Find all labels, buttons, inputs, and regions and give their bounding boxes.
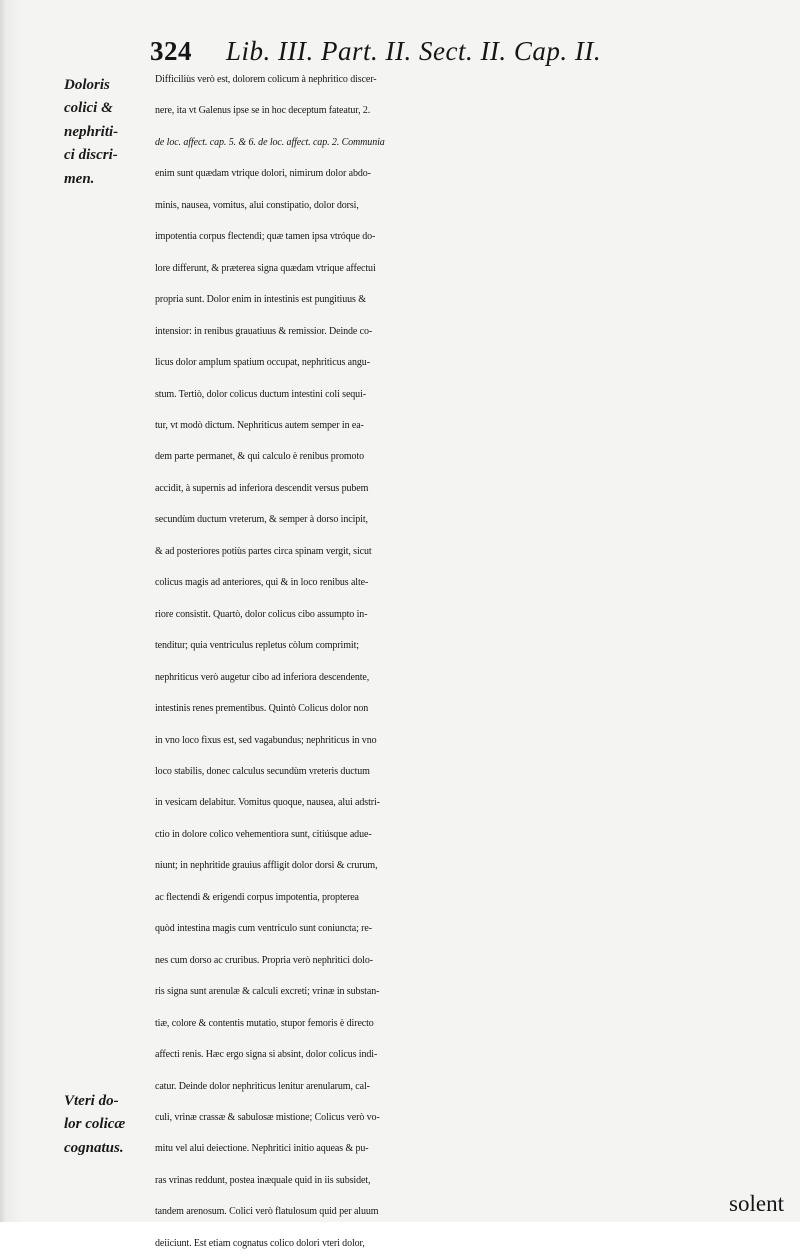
- text-line: nes cum dorso ac cruribus. Propria verò nephritici dolo-: [155, 954, 373, 966]
- text-line: enim sunt quædam vtrique dolori, nimirum dolor abdo-: [155, 168, 371, 180]
- text-line: in vesicam delabitur. Vomitus quoque, nausea, alui adstri-: [155, 797, 380, 809]
- text-line: dem parte permanet, & qui calculo è renibus promoto: [155, 451, 364, 463]
- text-line: affecti renis. Hæc ergo signa si absint, dolor colicus indi-: [155, 1049, 378, 1061]
- text-line: accidit, à supernis ad inferiora descendit versus pubem: [155, 482, 369, 494]
- text-line: tandem arenosum. Colici verò flatulosum quid per aluum: [155, 1206, 379, 1218]
- margin-note-line: lor colicæ: [64, 1116, 126, 1133]
- text-line: mitu vel alui deiectione. Nephritici initio aqueas & pu-: [155, 1143, 369, 1155]
- text-line: intensior: in renibus grauatiuus & remissior. Deinde co-: [155, 325, 373, 337]
- text-line: intestinis renes prementibus. Quintò Colicus dolor non: [155, 703, 369, 715]
- text-line: nere, ita vt Galenus ipse se in hoc deceptum fateatur, 2.: [155, 105, 371, 117]
- text-line: deiiciunt. Est etiam cognatus colico dolori vteri dolor,: [155, 1237, 365, 1249]
- margin-note-line: nephriti-: [64, 123, 119, 140]
- text-line: tenditur; quia ventriculus repletus còlum comprimit;: [155, 640, 359, 652]
- text-line: ctio in dolore colico vehementiora sunt, citiúsque adue-: [155, 828, 372, 840]
- margin-note-line: ci discri-: [64, 147, 118, 164]
- text-line: in vno loco fixus est, sed vagabundus; nephriticus in vno: [155, 734, 377, 746]
- text-line: culi, vrinæ crassæ & sabulosæ mistione; Colicus verò vo-: [155, 1111, 380, 1123]
- text-line: tur, vt modò dictum. Nephriticus autem semper in ea-: [155, 419, 364, 431]
- text-line: catur. Deinde dolor nephriticus lenitur arenularum, cal-: [155, 1080, 370, 1092]
- text-line: licus dolor amplum spatium occupat, nephriticus angu-: [155, 357, 370, 369]
- text-line: stum. Tertiò, dolor colicus ductum intestini coli sequi-: [155, 388, 366, 400]
- text-line: tiæ, colore & contentis mutatio, stupor femoris è directo: [155, 1017, 374, 1029]
- text-line: de loc. affect. cap. 5. & 6. de loc. affect. cap. 2. Communia: [155, 136, 385, 148]
- text-line: Difficiliùs verò est, dolorem colicum à nephritico discer-: [155, 74, 377, 85]
- catchword: solent: [729, 1191, 784, 1216]
- text-line: lore differunt, & præterea signa quædam vtrique affectui: [155, 262, 376, 274]
- margin-note-line: cognatus.: [64, 1139, 124, 1156]
- text-line: ras vrinas reddunt, postea inæquale quid in iis subsidet,: [155, 1174, 371, 1186]
- margin-note-colic-nephritic: [64, 74, 118, 191]
- text-line: niunt; in nephritide grauius affligit dolor dorsi & crurum,: [155, 860, 378, 872]
- text-line: & ad posteriores potiùs partes circa spinam vergit, sicut: [155, 545, 372, 557]
- text-line: impotentia corpus flectendi; quæ tamen ipsa vtróque do-: [155, 231, 376, 243]
- text-line: secundùm ductum vreterum, & semper à dorso incipit,: [155, 514, 368, 526]
- text-line: minis, nausea, vomitus, alui constipatio, dolor dorsi,: [155, 199, 359, 211]
- main-text-block: [155, 64, 795, 1259]
- margin-note-line: Vteri do-: [64, 1093, 119, 1109]
- margin-note-uterine-pain: [64, 1090, 125, 1160]
- page-number: 324: [150, 36, 192, 66]
- running-title: Lib. III. Part. II. Sect. II. Cap. II.: [226, 36, 602, 66]
- margin-note-line: Doloris: [64, 77, 110, 93]
- text-line: quòd intestina magis cum ventriculo sunt coniuncta; re-: [155, 923, 372, 935]
- text-line: loco stabilis, donec calculus secundùm vreteris ductum: [155, 765, 370, 777]
- text-line: ac flectendi & erigendi corpus impotentia, propterea: [155, 891, 359, 903]
- text-line: colicus magis ad anteriores, qui & in loco renibus alte-: [155, 577, 369, 589]
- margin-note-line: colici &: [64, 100, 113, 117]
- text-line: riore consistit. Quartò, dolor colicus cibo assumpto in-: [155, 608, 368, 620]
- text-line: propria sunt. Dolor enim in intestinis est pungitiuus &: [155, 294, 366, 306]
- margin-note-line: men.: [64, 170, 95, 187]
- running-header: [150, 36, 710, 66]
- text-line: nephriticus verò augetur cibo ad inferiora descendente,: [155, 671, 370, 683]
- text-line: ris signa sunt arenulæ & calculi excreti; vrinæ in substan-: [155, 986, 380, 998]
